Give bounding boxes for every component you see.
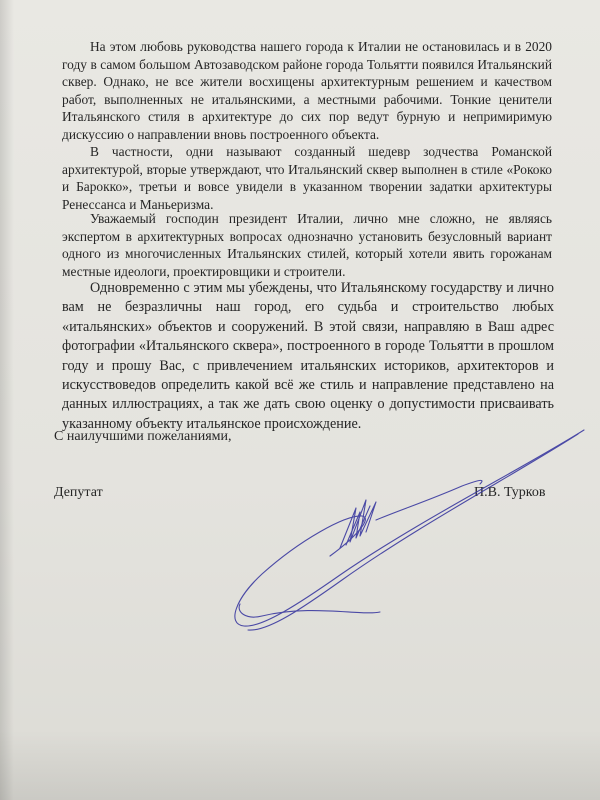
- closing-line: С наилучшими пожеланиями,: [54, 429, 232, 444]
- letter-paragraph-1: На этом любовь руководства нашего города к Италии не остановилась и в 2020 году в самом большом Автозаводском районе города Тольятти появился Итальянский сквер. Однако, не все жители восхищены архитектурным решением и качеством работ, выполненных не итальянскими, а местными рабочими. Тонкие ценители Итальянского стиля в архитектуре до сих пор ведут бурную и непримиримую дискуссию о направлении вновь построенного объекта.: [62, 39, 552, 142]
- letter-paragraph-3: Уважаемый господин президент Италии, лично мне сложно, не являясь экспертом в архитектурных вопросах однозначно установить безусловный вариант одного из многочисленных Итальянских стилей, который хотели явить горожанам местные идеологи, проектировщики и строители.: [62, 211, 552, 279]
- signer-name: П.В. Турков: [474, 485, 546, 500]
- letter-paragraph-4: Одновременно с этим мы убеждены, что Итальянскому государству и лично вам не безразличны наш город, его судьба и строительство любых «итальянских» объектов и сооружений. В этой связи, направляю в Ваш адрес фотографии «Итальянского сквера», построенного в городе Тольятти в прошлом году и прошу Вас, с привлечением итальянских историков, архитекторов и искусствоведов определить какой всё же стиль и направление представлено на данных иллюстрациях, а так же дать свою оценку о допустимости присваивать указанному объекту итальянское происхождение.: [62, 280, 554, 432]
- page-shadow-left: [0, 0, 14, 800]
- letter-paragraph-2: В частности, одни называют созданный шедевр зодчества Романской архитектурой, вторые утверждают, что Итальянский сквер выполнен в стиле «Рококо и Барокко», третьи и вовсе увидели в указанном творении задатки архитектуры Ренессанса и Маньеризма.: [62, 144, 552, 212]
- page-shadow-bottom: [0, 730, 600, 800]
- signer-position: Депутат: [54, 485, 103, 500]
